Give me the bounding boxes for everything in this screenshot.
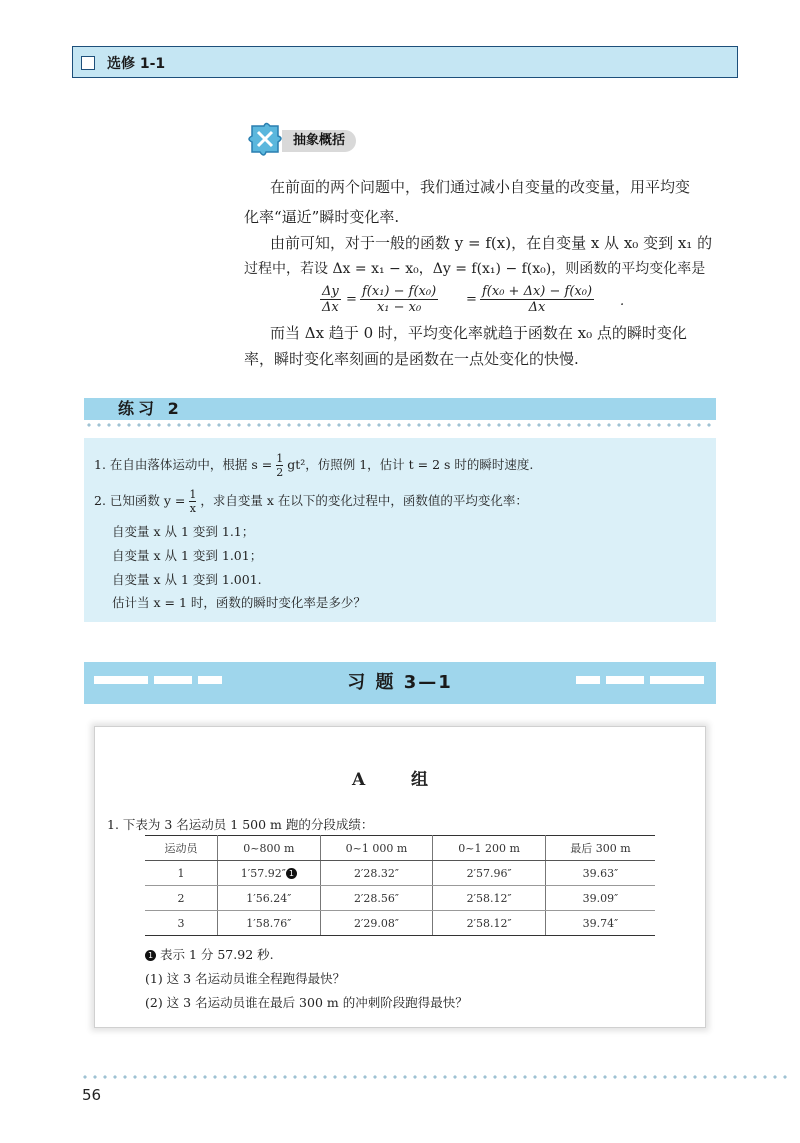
header-label: 选修 1-1	[107, 56, 166, 72]
formula-den-3: Δx	[528, 300, 546, 315]
table-cell: 2′29.08″	[320, 911, 433, 936]
table-cell	[218, 861, 321, 886]
exercise-box	[84, 438, 716, 622]
problem-1-sub-2: (2) 这 3 名运动员谁在最后 300 m 的冲刺阶段跑得最快？	[145, 995, 468, 1010]
table-cell: 2′28.56″	[320, 886, 433, 911]
exercise-step-1: 自变量 x 从 1 变到 1.1；	[112, 524, 255, 539]
table-cell: 2′58.12″	[433, 886, 546, 911]
table-cell: 1′58.76″	[218, 911, 321, 936]
exercise-q1-text-a: 1. 在自由落体运动中，根据 s =	[94, 457, 273, 472]
table-cell: 39.63″	[545, 861, 655, 886]
problem-1-sub-1: (1) 这 3 名运动员谁全程跑得最快？	[145, 971, 346, 986]
table-header-cell: 0~800 m	[218, 836, 321, 861]
table-cell: 2	[145, 886, 218, 911]
table-header-cell: 0~1 200 m	[433, 836, 546, 861]
table-footnote	[145, 945, 274, 963]
table-row	[145, 886, 655, 911]
exercise-step-4: 估计当 x = 1 时，函数的瞬时变化率是多少？	[112, 595, 366, 610]
table-header-row	[145, 836, 655, 861]
exercise-q1-text-b: gt²，仿照例 1，估计 t = 2 s 时的瞬时速度.	[287, 457, 534, 472]
exercise-q2-fraction	[189, 488, 196, 515]
table-cell: 2′57.96″	[433, 861, 546, 886]
footer-dotted-divider	[80, 1075, 792, 1079]
formula-frac-2	[360, 284, 438, 315]
table-cell: 2′28.32″	[320, 861, 433, 886]
formula-num-2: f(x₁) − f(x₀)	[362, 284, 437, 299]
table-cell: 2′58.12″	[433, 911, 546, 936]
table-cell: 1′56.24″	[218, 886, 321, 911]
exercise-q1	[94, 452, 533, 479]
exercise-q1-fraction	[276, 452, 283, 479]
header-square-icon	[81, 56, 95, 70]
footnote-marker-icon: 1	[286, 868, 297, 879]
page-header	[72, 46, 738, 78]
group-a-card	[94, 726, 706, 1028]
average-rate-formula	[320, 284, 640, 320]
abstract-badge	[244, 120, 360, 160]
exercise-step-2: 自变量 x 从 1 变到 1.01；	[112, 548, 263, 563]
exercise-q2-text-a: 2. 已知函数 y =	[94, 493, 186, 508]
exercise-step-3: 自变量 x 从 1 变到 1.001.	[112, 572, 262, 587]
split-times-table	[145, 835, 655, 936]
abstract-p2-line1: 由前可知，对于一般的函数 y = f(x)，在自变量 x 从 x₀ 变到 x₁ 的	[270, 234, 713, 252]
abstract-badge-label: 抽象概括	[282, 130, 356, 152]
exercise-q2-num: 1	[189, 488, 197, 501]
table-header-cell: 0~1 000 m	[320, 836, 433, 861]
formula-dx: Δx	[322, 300, 339, 315]
footnote-icon: 1	[145, 950, 156, 961]
formula-dy: Δy	[322, 284, 339, 299]
problems-title-bar	[84, 662, 716, 704]
abstract-p1-line2: 化率“逼近”瞬时变化率.	[244, 208, 400, 226]
table-header-cell: 运动员	[145, 836, 218, 861]
exercise-q1-num: 1	[276, 452, 284, 465]
table-cell: 39.74″	[545, 911, 655, 936]
exercise-q2	[94, 488, 528, 515]
table-cell: 3	[145, 911, 218, 936]
group-a-title: A 组	[351, 770, 449, 790]
table-cell-value: 1′57.92″	[240, 866, 286, 880]
table-header-cell: 最后 300 m	[545, 836, 655, 861]
table-row	[145, 861, 655, 886]
exercise-q1-den: 2	[276, 466, 284, 479]
abstract-p3-line2: 率，瞬时变化率刻画的是函数在一点处变化的快慢.	[244, 350, 579, 368]
exercise-title: 练习 2	[118, 399, 183, 418]
exercise-q2-text-b: ，求自变量 x 在以下的变化过程中，函数值的平均变化率：	[200, 493, 528, 508]
exercise-q2-den: x	[189, 502, 196, 515]
table-cell: 1	[145, 861, 218, 886]
formula-frac-1	[320, 284, 341, 315]
exercise-dotted-divider	[84, 423, 716, 427]
formula-equals-2: =	[466, 292, 477, 307]
formula-den-2: x₁ − x₀	[376, 300, 422, 315]
page-number: 56	[82, 1086, 102, 1104]
formula-frac-3	[480, 284, 594, 315]
abstract-p1-line1: 在前面的两个问题中，我们通过减小自变量的改变量，用平均变	[270, 178, 691, 196]
abstract-p2-line2: 过程中，若设 Δx = x₁ − x₀，Δy = f(x₁) − f(x₀)，则函数的平均变化率是	[244, 261, 706, 277]
footnote-text: 表示 1 分 57.92 秒.	[159, 947, 274, 962]
abstract-p3-line1: 而当 Δx 趋于 0 时，平均变化率就趋于函数在 x₀ 点的瞬时变化	[270, 324, 687, 342]
formula-period: .	[620, 294, 625, 309]
formula-num-3: f(x₀ + Δx) − f(x₀)	[482, 284, 593, 299]
formula-equals-1: =	[346, 292, 357, 307]
table-row	[145, 911, 655, 936]
problem-1-text: 1. 下表为 3 名运动员 1 500 m 跑的分段成绩：	[107, 817, 374, 832]
problems-title: 习 题 3—1	[347, 672, 453, 693]
table-cell: 39.09″	[545, 886, 655, 911]
